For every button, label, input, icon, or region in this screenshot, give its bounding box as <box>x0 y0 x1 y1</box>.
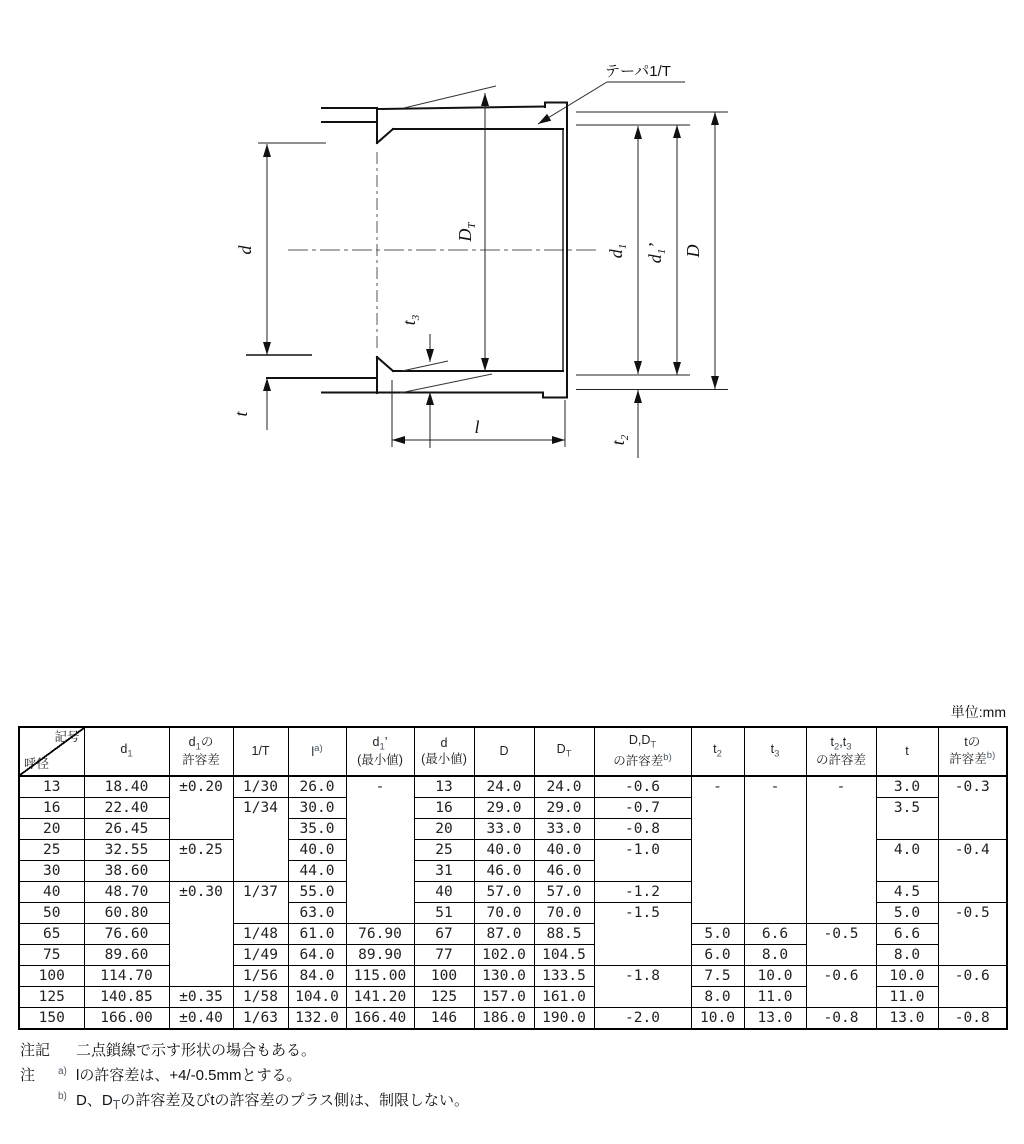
column-header-10: $t_3$ <box>744 727 806 776</box>
table-cell: 11.0 <box>876 987 938 1008</box>
table-cell: 140.85 <box>84 987 169 1008</box>
table-cell: 8.0 <box>691 987 744 1008</box>
table-cell: 104.5 <box>534 945 594 966</box>
table-cell: 1/37 <box>233 882 288 924</box>
table-cell: -0.3 <box>938 776 1007 840</box>
table-cell: 31 <box>414 861 474 882</box>
table-cell: 190.0 <box>534 1008 594 1030</box>
table-cell: -0.8 <box>806 1008 876 1030</box>
column-header-2: 1/T <box>233 727 288 776</box>
table-cell: 40.0 <box>288 840 346 861</box>
table-cell: 6.6 <box>744 924 806 945</box>
table-cell: 89.60 <box>84 945 169 966</box>
table-cell: 30.0 <box>288 798 346 819</box>
dimension-table <box>18 726 1008 1030</box>
table-cell: 24.0 <box>474 776 534 798</box>
table-cell: 1/49 <box>233 945 288 966</box>
table-cell: 6.6 <box>876 924 938 945</box>
table-cell: 40.0 <box>534 840 594 861</box>
table-cell: 1/34 <box>233 798 288 882</box>
table-cell: ±0.30 <box>169 882 233 987</box>
table-cell: -0.8 <box>938 1008 1007 1030</box>
table-cell: 63.0 <box>288 903 346 924</box>
table-cell: 16 <box>414 798 474 819</box>
column-header-7: $D_T$ <box>534 727 594 776</box>
table-cell: 100 <box>414 966 474 987</box>
dim-label-DT: $D_T$ <box>455 222 478 242</box>
table-cell: 16 <box>19 798 84 819</box>
table-cell: 7.5 <box>691 966 744 987</box>
table-cell: 125 <box>414 987 474 1008</box>
center-lines <box>288 152 600 352</box>
table-cell: 24.0 <box>534 776 594 798</box>
table-cell: 22.40 <box>84 798 169 819</box>
table-cell: 4.0 <box>876 840 938 882</box>
column-header-1: $d_1$の 許容差 <box>169 727 233 776</box>
table-cell: 70.0 <box>474 903 534 924</box>
table-cell: 102.0 <box>474 945 534 966</box>
dim-label-t: t <box>231 411 251 417</box>
table-cell: - <box>346 776 414 924</box>
note-text: D、$D_T$の許容差及びtの許容差のプラス側は、制限しない。 <box>76 1092 470 1112</box>
column-header-13: tの 許容差$^{b)}$ <box>938 727 1007 776</box>
table-cell: 75 <box>19 945 84 966</box>
table-cell: 87.0 <box>474 924 534 945</box>
dim-label-D: D <box>683 244 703 258</box>
table-cell: 44.0 <box>288 861 346 882</box>
table-cell: 20 <box>414 819 474 840</box>
table-cell: 55.0 <box>288 882 346 903</box>
table-cell: -0.7 <box>594 798 691 819</box>
table-cell: 4.5 <box>876 882 938 903</box>
column-header-12: t <box>876 727 938 776</box>
table-cell: 60.80 <box>84 903 169 924</box>
table-cell: 70.0 <box>534 903 594 924</box>
table-cell: -1.5 <box>594 903 691 966</box>
note-head: 注記 <box>20 1042 51 1059</box>
table-cell: 13.0 <box>744 1008 806 1030</box>
column-header-9: $t_2$ <box>691 727 744 776</box>
arrowheads <box>263 93 719 444</box>
table-body <box>19 776 1007 1029</box>
note-line-2 <box>20 1086 469 1116</box>
table-cell: 40 <box>414 882 474 903</box>
table-cell: 11.0 <box>744 987 806 1008</box>
table-cell: 64.0 <box>288 945 346 966</box>
table-cell: -0.5 <box>806 924 876 966</box>
dim-label-t2: $t_2$ <box>608 434 631 446</box>
corner-label-symbol: 記号 <box>54 730 80 744</box>
table-cell: ±0.40 <box>169 1008 233 1030</box>
table-cell: 1/56 <box>233 966 288 987</box>
dim-label-d1-prime: $d_1$’ <box>645 242 668 264</box>
table-cell: 161.0 <box>534 987 594 1008</box>
table-cell: -0.6 <box>594 776 691 798</box>
note-line-1 <box>20 1061 469 1086</box>
table-cell: 10.0 <box>744 966 806 987</box>
table-cell: 25 <box>19 840 84 861</box>
table-cell: 88.5 <box>534 924 594 945</box>
table-cell: 3.5 <box>876 798 938 840</box>
table-cell: -1.2 <box>594 882 691 903</box>
note-line-0 <box>20 1040 469 1061</box>
column-header-6: D <box>474 727 534 776</box>
table-cell: - <box>744 776 806 924</box>
table-cell: 29.0 <box>534 798 594 819</box>
table-cell: -0.4 <box>938 840 1007 903</box>
table-cell: 166.00 <box>84 1008 169 1030</box>
table-cell: 114.70 <box>84 966 169 987</box>
table-cell: 40 <box>19 882 84 903</box>
table-cell: 157.0 <box>474 987 534 1008</box>
table-cell: 25 <box>414 840 474 861</box>
notes <box>20 1040 469 1116</box>
table-cell: -2.0 <box>594 1008 691 1030</box>
table-cell: -0.8 <box>594 819 691 840</box>
table-cell: 186.0 <box>474 1008 534 1030</box>
table-cell: 77 <box>414 945 474 966</box>
table-cell: 130.0 <box>474 966 534 987</box>
table-cell: 65 <box>19 924 84 945</box>
table-cell: 38.60 <box>84 861 169 882</box>
table-cell: 61.0 <box>288 924 346 945</box>
table-cell: 150 <box>19 1008 84 1030</box>
table-row-11 <box>19 1008 1007 1030</box>
column-header-5: d (最小値) <box>414 727 474 776</box>
table-cell: 1/63 <box>233 1008 288 1030</box>
table-cell: 33.0 <box>474 819 534 840</box>
table-cell: 35.0 <box>288 819 346 840</box>
table-cell: 1/30 <box>233 776 288 798</box>
table-cell: -1.0 <box>594 840 691 882</box>
table-cell: -0.6 <box>806 966 876 1008</box>
table-cell: 84.0 <box>288 966 346 987</box>
table-cell: 67 <box>414 924 474 945</box>
table-cell: 76.90 <box>346 924 414 945</box>
table-cell: 125 <box>19 987 84 1008</box>
column-header-3: $l^{a)}$ <box>288 727 346 776</box>
table-cell: 10.0 <box>876 966 938 987</box>
dim-label-d: d <box>235 245 255 255</box>
table-cell: 3.0 <box>876 776 938 798</box>
table-cell: 32.55 <box>84 840 169 861</box>
table-row-7 <box>19 924 1007 945</box>
table-row-9 <box>19 966 1007 987</box>
taper-label: テーパ1/T <box>605 63 671 80</box>
table-cell: 48.70 <box>84 882 169 903</box>
dim-label-t3: $t_3$ <box>399 314 422 326</box>
table-cell: 141.20 <box>346 987 414 1008</box>
table-cell: 100 <box>19 966 84 987</box>
table-cell: - <box>806 776 876 924</box>
note-superscript: b) <box>58 1091 67 1102</box>
table-row-0 <box>19 776 1007 798</box>
dim-label-d1: $d_1$ <box>606 243 629 259</box>
table-cell: 5.0 <box>691 924 744 945</box>
table-cell: 8.0 <box>744 945 806 966</box>
table-cell: 8.0 <box>876 945 938 966</box>
table-cell: 26.0 <box>288 776 346 798</box>
table-cell: 20 <box>19 819 84 840</box>
corner-header-cell <box>19 727 84 776</box>
corner-label-nominal: 呼径 <box>24 757 50 772</box>
table-cell: 146 <box>414 1008 474 1030</box>
table-cell: 6.0 <box>691 945 744 966</box>
table-cell: 50 <box>19 903 84 924</box>
table-cell: - <box>691 776 744 924</box>
table-cell: 46.0 <box>474 861 534 882</box>
note-superscript: a) <box>58 1066 67 1077</box>
note-text: lの許容差は、+4/-0.5mmとする。 <box>76 1067 302 1084</box>
note-text: 二点鎖線で示す形状の場合もある。 <box>76 1042 317 1059</box>
taper-construction-lines <box>400 86 496 393</box>
table-cell: 89.90 <box>346 945 414 966</box>
table-cell: 13 <box>414 776 474 798</box>
column-header-8: $D,D_T$ の許容差$^{b)}$ <box>594 727 691 776</box>
table-cell: 1/58 <box>233 987 288 1008</box>
table-cell: 30 <box>19 861 84 882</box>
table-cell: 13 <box>19 776 84 798</box>
extension-lines <box>258 112 728 447</box>
table-cell: 5.0 <box>876 903 938 924</box>
table-cell: ±0.35 <box>169 987 233 1008</box>
table-cell: ±0.20 <box>169 776 233 840</box>
table-cell: 26.45 <box>84 819 169 840</box>
technical-drawing <box>0 0 1024 520</box>
table-cell: 115.00 <box>346 966 414 987</box>
dimension-lines <box>267 82 715 458</box>
table-cell: -0.5 <box>938 903 1007 966</box>
table-cell: 76.60 <box>84 924 169 945</box>
table-cell: 40.0 <box>474 840 534 861</box>
table-cell: 46.0 <box>534 861 594 882</box>
table-cell: -1.8 <box>594 966 691 1008</box>
table-cell: -0.6 <box>938 966 1007 1008</box>
table-cell: 132.0 <box>288 1008 346 1030</box>
unit-label: 単位:mm <box>950 704 1006 720</box>
table-cell: 10.0 <box>691 1008 744 1030</box>
header-row <box>19 727 1007 776</box>
table-cell: 104.0 <box>288 987 346 1008</box>
table-cell: 57.0 <box>474 882 534 903</box>
table-cell: 166.40 <box>346 1008 414 1030</box>
table-cell: 57.0 <box>534 882 594 903</box>
table-cell: 13.0 <box>876 1008 938 1030</box>
table-cell: 29.0 <box>474 798 534 819</box>
dim-label-l: l <box>474 417 480 437</box>
table-cell: ±0.25 <box>169 840 233 882</box>
table-cell: 1/48 <box>233 924 288 945</box>
note-head: 注 <box>20 1067 36 1084</box>
table-cell: 133.5 <box>534 966 594 987</box>
table-cell: 18.40 <box>84 776 169 798</box>
column-header-4: $d_1$’ (最小値) <box>346 727 414 776</box>
column-header-0: $d_1$ <box>84 727 169 776</box>
table-cell: 51 <box>414 903 474 924</box>
table-cell: 33.0 <box>534 819 594 840</box>
column-header-11: $t_2,t_3$ の許容差 <box>806 727 876 776</box>
